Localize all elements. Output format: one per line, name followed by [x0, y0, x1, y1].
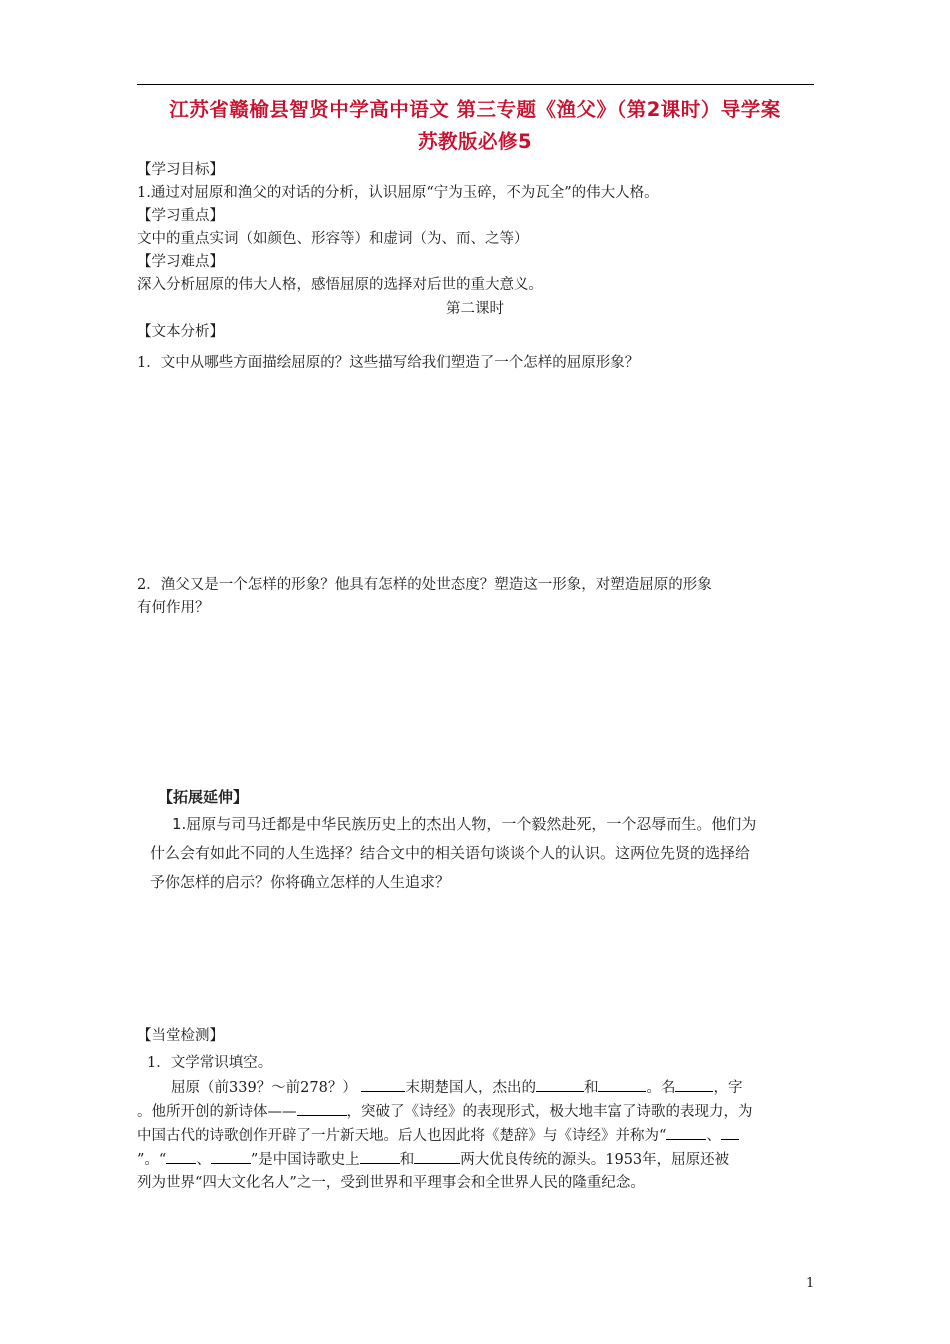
fill-blank[interactable]: [166, 1149, 196, 1164]
test-text: 中国古代的诗歌创作开辟了一片新天地。后人也因此将《楚辞》与《诗经》并称为“: [137, 1128, 667, 1144]
fill-blank[interactable]: [666, 1125, 706, 1140]
extension-line-1: 1.屈原与司马迁都是中华民族历史上的杰出人物，一个毅然赴死，一个忍辱而生。他们为: [172, 815, 757, 833]
fill-blank[interactable]: [297, 1101, 347, 1116]
document-title-line2: 苏教版必修5: [417, 130, 533, 153]
extension-heading: 【拓展延伸】: [158, 788, 249, 806]
fill-blank[interactable]: [360, 1149, 400, 1164]
fill-blank[interactable]: [675, 1077, 713, 1092]
analysis-heading: 【文本分析】: [137, 324, 224, 340]
session-label: 第二课时: [446, 301, 504, 317]
test-text: 屈原（前339？～前278？）: [171, 1080, 357, 1096]
test-text: 两大优良传统的源头。1953年，屈原还被: [460, 1152, 730, 1168]
fill-blank[interactable]: [721, 1125, 739, 1140]
objectives-text: 1.通过对屈原和渔父的对话的分析，认识屈原“宁为玉碎，不为瓦全”的伟大人格。: [137, 185, 659, 201]
test-text: 和: [399, 1152, 415, 1168]
difficulties-heading: 【学习难点】: [137, 254, 224, 270]
document-title-line1: 江苏省赣榆县智贤中学高中语文 第三专题《渔父》（第2课时）导学案: [169, 98, 781, 121]
test-paragraph-line3: [137, 1125, 739, 1146]
extension-line-3: 予你怎样的启示？你将确立怎样的人生追求？: [150, 873, 451, 891]
test-paragraph-line4: [137, 1149, 729, 1170]
test-heading: 【当堂检测】: [137, 1028, 224, 1044]
analysis-question-2-line2: 有何作用？: [137, 600, 210, 616]
header-rule: [137, 84, 814, 85]
test-text: 、: [196, 1152, 211, 1168]
fill-blank[interactable]: [361, 1077, 405, 1092]
analysis-question-2-line1: 2．渔父又是一个怎样的形象？他具有怎样的处世态度？塑造这一形象，对塑造屈原的形象: [137, 577, 712, 593]
test-text: 。名: [646, 1080, 676, 1096]
test-text: 和: [583, 1080, 599, 1096]
fill-blank[interactable]: [536, 1077, 584, 1092]
page-number: 1: [806, 1276, 815, 1291]
test-paragraph-line2: [137, 1101, 753, 1122]
test-paragraph-line5: 列为世界“四大文化名人”之一，受到世界和平理事会和全世界人民的隆重纪念。: [137, 1175, 645, 1191]
test-text: ”。“: [137, 1152, 167, 1168]
fill-blank[interactable]: [211, 1149, 251, 1164]
objectives-heading: 【学习目标】: [137, 162, 224, 178]
test-text: 末期楚国人，杰出的: [405, 1080, 536, 1096]
test-paragraph-line1: [171, 1077, 742, 1098]
test-text: ，突破了《诗经》的表现形式，极大地丰富了诗歌的表现力，为: [346, 1104, 753, 1120]
key-points-text: 文中的重点实词（如颜色、形容等）和虚词（为、而、之等）: [137, 231, 529, 247]
analysis-question-1: 1．文中从哪些方面描绘屈原的？这些描写给我们塑造了一个怎样的屈原形象？: [137, 355, 640, 371]
test-text: ，字: [713, 1080, 743, 1096]
difficulties-text: 深入分析屈原的伟大人格，感悟屈原的选择对后世的重大意义。: [137, 277, 543, 293]
test-text: 、: [706, 1128, 721, 1144]
test-item-1: 1．文学常识填空。: [147, 1055, 273, 1071]
fill-blank[interactable]: [598, 1077, 646, 1092]
fill-blank[interactable]: [414, 1149, 460, 1164]
key-points-heading: 【学习重点】: [137, 208, 224, 224]
test-text: 。他所开创的新诗体——: [137, 1104, 297, 1120]
extension-line-2: 什么会有如此不同的人生选择？结合文中的相关语句谈谈个人的认识。这两位先贤的选择给: [150, 844, 751, 862]
test-text: ”是中国诗歌史上: [250, 1152, 360, 1168]
